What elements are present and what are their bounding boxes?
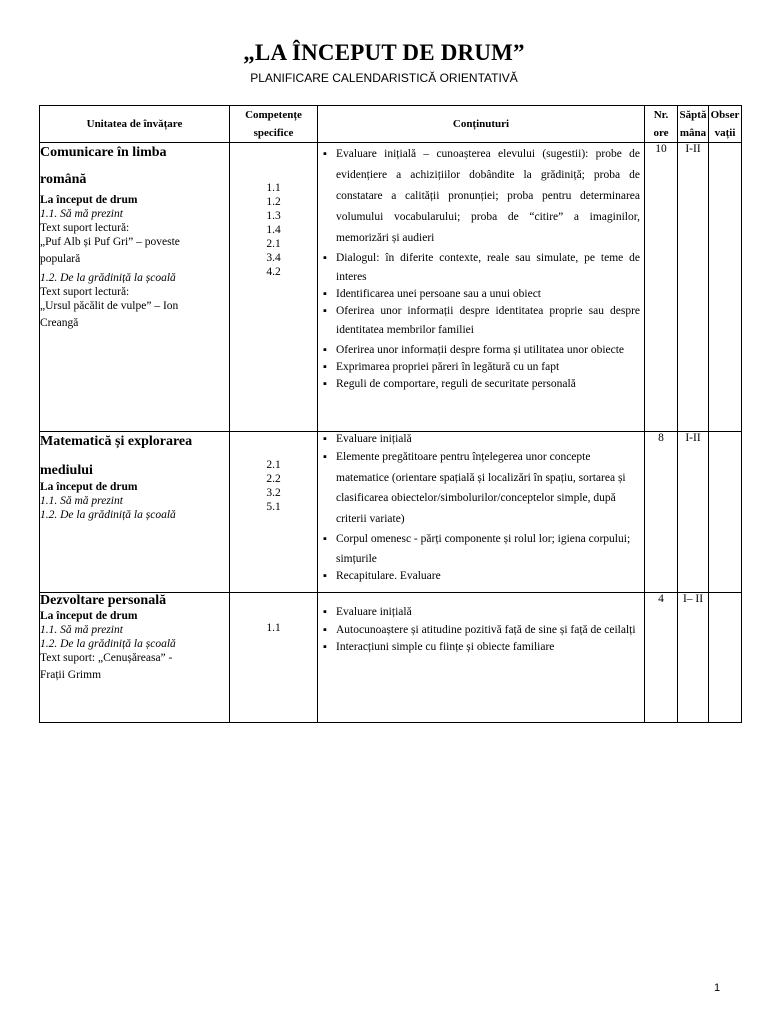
text-line: populară (40, 253, 81, 265)
competency: 4.2 (266, 266, 281, 278)
document-subtitle: PLANIFICARE CALENDARISTICĂ ORIENTATIVĂ (250, 71, 518, 85)
content-item: ▪ Identificarea unei persoane sau a unui obiect (322, 287, 640, 302)
competency: 1.1 (266, 622, 281, 634)
hours-cell: 8 (645, 432, 678, 593)
observations-cell (709, 143, 742, 432)
competency: 1.3 (266, 210, 281, 222)
unit-cell (40, 432, 230, 593)
unit-cell (40, 593, 230, 723)
observations-cell (709, 432, 742, 593)
lesson-title: 1.2. De la grădiniță la școală (40, 509, 176, 521)
unit-subtitle: La început de drum (40, 610, 138, 622)
text-line: Text suport lectură: (40, 222, 130, 234)
unit-title: Comunicare în limba (40, 145, 167, 160)
content-item: ▪ Corpul omenesc - părți componente și rolul lor; igiena corpului; simțurile (322, 529, 640, 569)
lesson-title: 1.1. Să mă prezint (40, 208, 123, 220)
table-row (40, 143, 742, 432)
text-line: Creangă (40, 317, 79, 329)
hours-cell: 4 (645, 593, 678, 723)
competencies-cell (230, 432, 318, 593)
table-row (40, 432, 742, 593)
weeks-cell: I-II (678, 143, 709, 432)
content-item: ▪ Evaluare inițială (322, 605, 640, 620)
contents-cell (318, 143, 645, 432)
lesson-title: 1.2. De la grădiniță la școală (40, 638, 176, 650)
lesson-title: 1.1. Să mă prezint (40, 495, 123, 507)
text-line: Text suport lectură: (40, 286, 130, 298)
content-item: ▪ Evaluare inițială – cunoașterea elevului (sugestii): probe de evidențiere a achizițiilor dobândite la grădiniță; proba de constatare a calității pronunției; proba pentru determinarea volumului vocabularului; proba de “citire” a imaginilor, memorizări și audieri (322, 144, 640, 249)
header-competencies: Competențe specifice (230, 106, 318, 143)
content-item: ▪ Exprimarea propriei păreri în legătură cu un fapt (322, 360, 640, 375)
header-week: Săptă mâna (678, 106, 709, 143)
competency: 1.1 (266, 182, 281, 194)
planning-table (39, 105, 742, 723)
competencies-cell (230, 143, 318, 432)
competency: 1.2 (266, 196, 281, 208)
text-line: Frații Grimm (40, 669, 102, 681)
lesson-title: 1.2. De la grădiniță la școală (40, 272, 176, 284)
competency: 3.4 (266, 252, 281, 264)
competency: 2.2 (266, 473, 281, 485)
content-item: ▪ Oferirea unor informații despre identitatea proprie sau despre identitatea membrilor familiei (322, 302, 640, 340)
contents-cell (318, 593, 645, 723)
header-unit: Unitatea de învățare (40, 106, 230, 143)
unit-title: Matematică și explorarea (40, 434, 193, 449)
header-hours: Nr. ore (645, 106, 678, 143)
content-item: ▪ Dialogul: în diferite contexte, reale sau simulate, pe teme de interes (322, 249, 640, 287)
observations-cell (709, 593, 742, 723)
competency: 2.1 (266, 459, 281, 471)
unit-title: Dezvoltare personală (40, 593, 167, 608)
competency: 5.1 (266, 501, 281, 513)
contents-cell (318, 432, 645, 593)
competencies-cell (230, 593, 318, 723)
unit-cell (40, 143, 230, 432)
unit-title: mediului (40, 463, 93, 478)
header-observations: Obser vații (709, 106, 742, 143)
weeks-cell: I-II (678, 432, 709, 593)
page-number: 1 (714, 982, 721, 994)
lesson-title: 1.1. Să mă prezint (40, 624, 123, 636)
competency: 2.1 (266, 238, 281, 250)
header-contents: Conținuturi (318, 106, 645, 143)
unit-subtitle: La început de drum (40, 194, 138, 206)
content-item: ▪ Elemente pregătitoare pentru înțelegerea unor concepte matematice (orientare spațială și localizări în spațiu, sortarea și clasificarea obiectelor/simbolurilor/conceptelor simple, după criterii variate) (322, 447, 640, 529)
content-item: ▪ Autocunoaștere și atitudine pozitivă față de sine și față de ceilalți (322, 620, 640, 640)
content-item: ▪ Oferirea unor informații despre forma și utilitatea unor obiecte (322, 340, 640, 360)
unit-title: română (40, 172, 87, 187)
content-item: ▪ Recapitulare. Evaluare (322, 569, 640, 583)
competency: 1.4 (266, 224, 281, 236)
hours-cell: 10 (645, 143, 678, 432)
text-line: „Ursul păcălit de vulpe” – Ion (40, 300, 179, 312)
table-row (40, 593, 742, 723)
content-item: ▪ Interacțiuni simple cu ființe și obiecte familiare (322, 640, 640, 654)
unit-subtitle: La început de drum (40, 481, 138, 493)
table-header-row (40, 106, 742, 143)
text-line: „Puf Alb și Puf Gri” – poveste (40, 236, 180, 248)
text-line: Text suport: „Cenușăreasa” - (40, 652, 173, 664)
content-item: ▪ Reguli de comportare, reguli de securitate personală (322, 375, 640, 393)
weeks-cell: I– II (678, 593, 709, 723)
document-title: „LA ÎNCEPUT DE DRUM” (243, 40, 525, 65)
competency: 3.2 (266, 487, 281, 499)
content-item: ▪ Evaluare inițială (322, 432, 640, 447)
